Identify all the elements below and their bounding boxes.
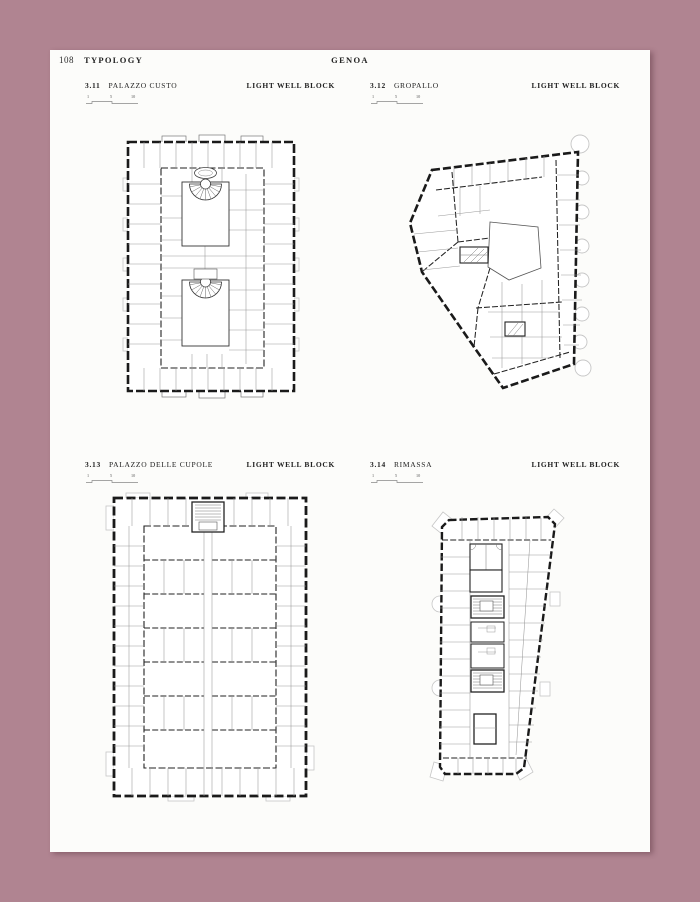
plan-name: GROPALLO — [393, 81, 439, 90]
scale-bar — [370, 473, 428, 485]
scale-tick: 10 — [416, 473, 421, 478]
plan-header-rimassa — [370, 460, 620, 469]
scale-bar — [85, 94, 143, 106]
plan-type: LIGHT WELL BLOCK — [246, 81, 335, 90]
scale-tick: 1 — [372, 94, 375, 99]
city-title: GENOA — [331, 55, 369, 65]
floor-plan-palazzo-delle-cupole — [98, 486, 322, 802]
scale-tick: 5 — [110, 94, 113, 99]
floor-plan-rimassa — [412, 500, 587, 800]
section-title: TYPOLOGY — [84, 55, 144, 65]
scale-tick: 5 — [395, 94, 398, 99]
plan-id: 3.14 — [370, 460, 386, 469]
plan-type: LIGHT WELL BLOCK — [531, 81, 620, 90]
scale-tick: 1 — [87, 473, 90, 478]
scale-tick: 5 — [110, 473, 113, 478]
scale-tick: 10 — [131, 473, 136, 478]
scale-bar — [85, 473, 143, 485]
plan-name: PALAZZO CUSTO — [108, 81, 178, 90]
floor-plan-palazzo-custo — [122, 134, 300, 399]
plan-header-palazzo-delle-cupole — [85, 460, 335, 469]
scale-tick: 1 — [87, 94, 90, 99]
page-number: 108 — [59, 55, 74, 65]
plan-id: 3.11 — [85, 81, 101, 90]
floor-plan-gropallo — [390, 130, 624, 402]
plan-header-gropallo — [370, 81, 620, 90]
plan-name: RIMASSA — [393, 460, 433, 469]
scale-bar — [370, 94, 428, 106]
scale-tick: 10 — [131, 94, 136, 99]
scale-tick: 1 — [372, 473, 375, 478]
plan-id: 3.13 — [85, 460, 101, 469]
plan-header-palazzo-custo — [85, 81, 335, 90]
scale-tick: 10 — [416, 94, 421, 99]
scale-tick: 5 — [395, 473, 398, 478]
plan-type: LIGHT WELL BLOCK — [531, 460, 620, 469]
plan-id: 3.12 — [370, 81, 386, 90]
plan-type: LIGHT WELL BLOCK — [246, 460, 335, 469]
plan-name: PALAZZO DELLE CUPOLE — [108, 460, 214, 469]
book-page — [50, 50, 650, 852]
